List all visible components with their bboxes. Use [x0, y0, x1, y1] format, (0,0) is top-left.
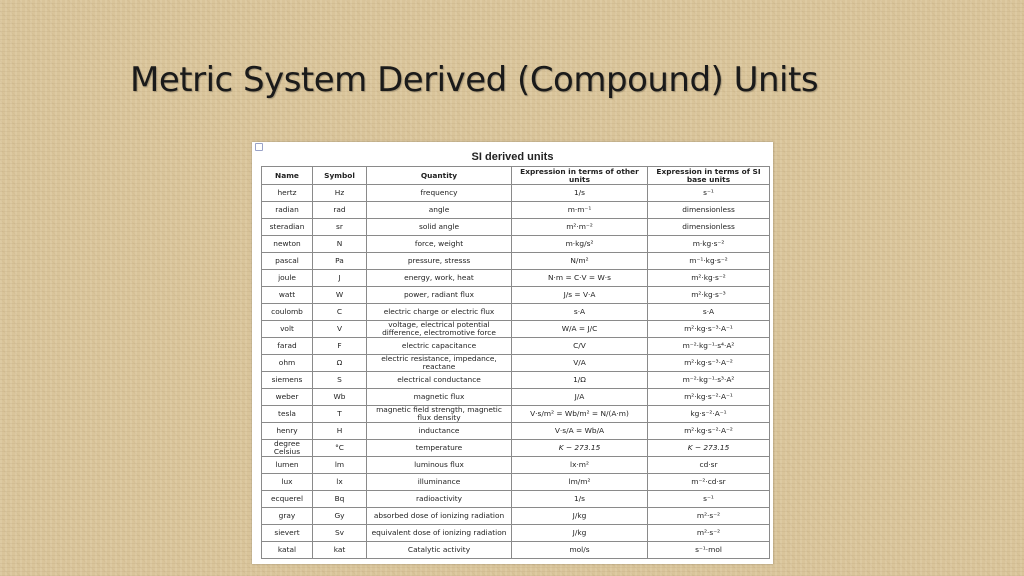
si-units-table-image: [252, 142, 773, 564]
si-base-units-expression-cell: dimensionless: [648, 219, 770, 236]
quantity-cell: pressure, stresss: [367, 253, 512, 270]
header-name: Name: [262, 167, 313, 185]
quantity-cell: electric capacitance: [367, 338, 512, 355]
unit-name-cell: newton: [262, 236, 313, 253]
other-units-expression-cell: K − 273.15: [512, 440, 648, 457]
unit-name-cell: coulomb: [262, 304, 313, 321]
unit-symbol-cell: S: [313, 372, 367, 389]
quantity-cell: illuminance: [367, 474, 512, 491]
unit-symbol-cell: N: [313, 236, 367, 253]
other-units-expression-cell: V·s/A = Wb/A: [512, 423, 648, 440]
table-body: [262, 185, 770, 559]
unit-name-cell: ecquerel: [262, 491, 313, 508]
quantity-cell: frequency: [367, 185, 512, 202]
table-row: [262, 406, 770, 423]
unit-name-cell: joule: [262, 270, 313, 287]
quantity-cell: luminous flux: [367, 457, 512, 474]
quantity-cell: inductance: [367, 423, 512, 440]
table-row: [262, 474, 770, 491]
other-units-expression-cell: J/s = V·A: [512, 287, 648, 304]
table-row: [262, 321, 770, 338]
unit-symbol-cell: Ω: [313, 355, 367, 372]
unit-name-cell: tesla: [262, 406, 313, 423]
quantity-cell: power, radiant flux: [367, 287, 512, 304]
si-base-units-expression-cell: m·kg·s⁻²: [648, 236, 770, 253]
quantity-cell: radioactivity: [367, 491, 512, 508]
unit-name-cell: lumen: [262, 457, 313, 474]
table-row: [262, 389, 770, 406]
unit-symbol-cell: Bq: [313, 491, 367, 508]
other-units-expression-cell: V/A: [512, 355, 648, 372]
table-row: [262, 491, 770, 508]
unit-symbol-cell: Pa: [313, 253, 367, 270]
table-row: [262, 508, 770, 525]
unit-symbol-cell: Sv: [313, 525, 367, 542]
quantity-cell: force, weight: [367, 236, 512, 253]
table-row: [262, 372, 770, 389]
unit-name-cell: gray: [262, 508, 313, 525]
unit-symbol-cell: V: [313, 321, 367, 338]
image-corner-icon: [255, 143, 263, 151]
table-row: [262, 202, 770, 219]
unit-name-cell: hertz: [262, 185, 313, 202]
quantity-cell: temperature: [367, 440, 512, 457]
table-row: [262, 236, 770, 253]
unit-name-cell: volt: [262, 321, 313, 338]
table-row: [262, 457, 770, 474]
si-base-units-expression-cell: m⁻¹·kg·s⁻²: [648, 253, 770, 270]
quantity-cell: absorbed dose of ionizing radiation: [367, 508, 512, 525]
si-base-units-expression-cell: s·A: [648, 304, 770, 321]
header-symbol: Symbol: [313, 167, 367, 185]
quantity-cell: electrical conductance: [367, 372, 512, 389]
header-quantity: Quantity: [367, 167, 512, 185]
table-row: [262, 525, 770, 542]
quantity-cell: solid angle: [367, 219, 512, 236]
si-base-units-expression-cell: s⁻¹: [648, 491, 770, 508]
si-base-units-expression-cell: m²·kg·s⁻³·A⁻²: [648, 355, 770, 372]
other-units-expression-cell: J/kg: [512, 508, 648, 525]
other-units-expression-cell: m²·m⁻²: [512, 219, 648, 236]
other-units-expression-cell: 1/s: [512, 185, 648, 202]
unit-name-cell: pascal: [262, 253, 313, 270]
unit-name-cell: weber: [262, 389, 313, 406]
table-row: [262, 304, 770, 321]
si-base-units-expression-cell: m²·kg·s⁻²: [648, 270, 770, 287]
quantity-cell: voltage, electrical potential difference, electromotive force: [367, 321, 512, 338]
unit-symbol-cell: kat: [313, 542, 367, 559]
other-units-expression-cell: N/m²: [512, 253, 648, 270]
quantity-cell: Catalytic activity: [367, 542, 512, 559]
other-units-expression-cell: lm/m²: [512, 474, 648, 491]
si-base-units-expression-cell: kg·s⁻²·A⁻¹: [648, 406, 770, 423]
table-row: [262, 287, 770, 304]
si-base-units-expression-cell: m²·s⁻²: [648, 525, 770, 542]
other-units-expression-cell: J/kg: [512, 525, 648, 542]
si-base-units-expression-cell: m²·kg·s⁻³: [648, 287, 770, 304]
unit-symbol-cell: H: [313, 423, 367, 440]
header-other-units: Expression in terms of other units: [512, 167, 648, 185]
si-base-units-expression-cell: s⁻¹·mol: [648, 542, 770, 559]
other-units-expression-cell: lx·m²: [512, 457, 648, 474]
quantity-cell: electric charge or electric flux: [367, 304, 512, 321]
quantity-cell: angle: [367, 202, 512, 219]
si-base-units-expression-cell: dimensionless: [648, 202, 770, 219]
quantity-cell: magnetic field strength, magnetic flux density: [367, 406, 512, 423]
unit-symbol-cell: rad: [313, 202, 367, 219]
other-units-expression-cell: V·s/m² = Wb/m² = N/(A·m): [512, 406, 648, 423]
unit-name-cell: steradian: [262, 219, 313, 236]
other-units-expression-cell: mol/s: [512, 542, 648, 559]
other-units-expression-cell: s·A: [512, 304, 648, 321]
other-units-expression-cell: C/V: [512, 338, 648, 355]
si-base-units-expression-cell: m²·kg·s⁻²·A⁻²: [648, 423, 770, 440]
table-row: [262, 253, 770, 270]
other-units-expression-cell: 1/s: [512, 491, 648, 508]
unit-symbol-cell: sr: [313, 219, 367, 236]
unit-symbol-cell: lx: [313, 474, 367, 491]
si-derived-units-table: [261, 166, 770, 559]
table-row: [262, 440, 770, 457]
quantity-cell: electric resistance, impedance, reactane: [367, 355, 512, 372]
unit-name-cell: henry: [262, 423, 313, 440]
quantity-cell: equivalent dose of ionizing radiation: [367, 525, 512, 542]
unit-symbol-cell: Wb: [313, 389, 367, 406]
other-units-expression-cell: J/A: [512, 389, 648, 406]
other-units-expression-cell: N·m = C·V = W·s: [512, 270, 648, 287]
unit-symbol-cell: W: [313, 287, 367, 304]
unit-name-cell: katal: [262, 542, 313, 559]
quantity-cell: magnetic flux: [367, 389, 512, 406]
slide-title: Metric System Derived (Compound) Units: [130, 60, 819, 100]
si-base-units-expression-cell: K − 273.15: [648, 440, 770, 457]
unit-name-cell: ohm: [262, 355, 313, 372]
si-base-units-expression-cell: m⁻²·kg⁻¹·s³·A²: [648, 372, 770, 389]
unit-symbol-cell: T: [313, 406, 367, 423]
other-units-expression-cell: m·m⁻¹: [512, 202, 648, 219]
other-units-expression-cell: m·kg/s²: [512, 236, 648, 253]
table-row: [262, 270, 770, 287]
table-row: [262, 219, 770, 236]
other-units-expression-cell: 1/Ω: [512, 372, 648, 389]
table-header-row: [262, 167, 770, 185]
si-base-units-expression-cell: m²·kg·s⁻²·A⁻¹: [648, 389, 770, 406]
si-base-units-expression-cell: m⁻²·kg⁻¹·s⁴·A²: [648, 338, 770, 355]
unit-symbol-cell: C: [313, 304, 367, 321]
table-caption: SI derived units: [471, 151, 554, 163]
table-row: [262, 355, 770, 372]
table-row: [262, 423, 770, 440]
unit-name-cell: degree Celsius: [262, 440, 313, 457]
unit-symbol-cell: Gy: [313, 508, 367, 525]
unit-name-cell: radian: [262, 202, 313, 219]
header-si-base-units: Expression in terms of SI base units: [648, 167, 770, 185]
unit-symbol-cell: °C: [313, 440, 367, 457]
unit-symbol-cell: J: [313, 270, 367, 287]
unit-name-cell: watt: [262, 287, 313, 304]
si-base-units-expression-cell: s⁻¹: [648, 185, 770, 202]
si-base-units-expression-cell: m⁻²·cd·sr: [648, 474, 770, 491]
unit-name-cell: lux: [262, 474, 313, 491]
other-units-expression-cell: W/A = J/C: [512, 321, 648, 338]
unit-name-cell: siemens: [262, 372, 313, 389]
unit-symbol-cell: lm: [313, 457, 367, 474]
si-base-units-expression-cell: m²·s⁻²: [648, 508, 770, 525]
si-base-units-expression-cell: cd·sr: [648, 457, 770, 474]
unit-symbol-cell: Hz: [313, 185, 367, 202]
table-row: [262, 338, 770, 355]
table-row: [262, 542, 770, 559]
unit-name-cell: sievert: [262, 525, 313, 542]
unit-name-cell: farad: [262, 338, 313, 355]
table-row: [262, 185, 770, 202]
quantity-cell: energy, work, heat: [367, 270, 512, 287]
unit-symbol-cell: F: [313, 338, 367, 355]
si-base-units-expression-cell: m²·kg·s⁻³·A⁻¹: [648, 321, 770, 338]
